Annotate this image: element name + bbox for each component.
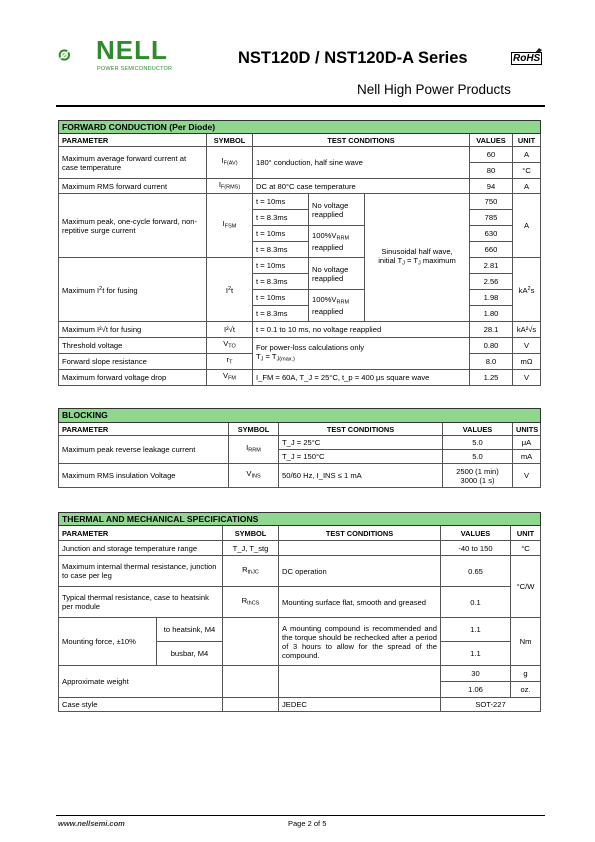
value: 1.1 <box>441 618 511 642</box>
cond-tj: T_J = 25°C <box>279 436 443 450</box>
cond-empty <box>279 541 441 556</box>
param-forward-voltage-drop: Maximum forward voltage drop <box>59 370 207 386</box>
col-header-conditions: TEST CONDITIONS <box>279 423 443 436</box>
symbol-ifsm: $I_{FSM}$ <box>207 194 253 258</box>
value: 630 <box>470 226 513 242</box>
series-title: NST120D / NST120D-A Series <box>238 49 468 67</box>
cond-t: t = 10ms <box>253 226 309 242</box>
param-avg-forward-current: Maximum average forward current at case temperature <box>59 147 207 179</box>
symbol-rt: $r_T$ <box>207 354 253 370</box>
param-i2t: Maximum $I^2t$ for fusing <box>59 258 207 322</box>
unit: $kA^2s$ <box>513 258 541 322</box>
param-surge-current: Maximum peak, one-cycle forward, non-reptitive surge current <box>59 194 207 258</box>
rohs-label: RoHS <box>513 53 541 64</box>
unit: μA <box>513 436 541 450</box>
symbol-ifav: $I_{F(AV)}$ <box>207 147 253 179</box>
unit: A <box>513 147 541 163</box>
cond-t: t = 8.3ms <box>253 306 309 322</box>
unit: mA <box>513 450 541 464</box>
symbol-empty <box>223 618 279 666</box>
param-weight: Approximate weight <box>59 666 223 698</box>
forward-conduction-table <box>58 120 541 386</box>
param-insulation-voltage: Maximum RMS insulation Voltage <box>59 464 229 488</box>
symbol-i2sqrt-t: I²√t <box>207 322 253 338</box>
symbol-rthcs: $R_{thCS}$ <box>223 587 279 618</box>
col-header-parameter: PARAMETER <box>59 134 207 147</box>
cond-t: t = 10ms <box>253 290 309 306</box>
col-header-values: VALUES <box>443 423 513 436</box>
cond-no-voltage: No voltage reapplied <box>309 258 365 290</box>
cond-t: t = 8.3ms <box>253 274 309 290</box>
symbol-empty <box>223 666 279 698</box>
value: 8.0 <box>470 354 513 370</box>
col-header-conditions: TEST CONDITIONS <box>253 134 470 147</box>
value: 0.65 <box>441 556 511 587</box>
param-temp-range: Junction and storage temperature range <box>59 541 223 556</box>
value: 785 <box>470 210 513 226</box>
col-header-unit: UNIT <box>513 134 541 147</box>
value: 660 <box>470 242 513 258</box>
cond-mounting-surface: Mounting surface flat, smooth and greased <box>279 587 441 618</box>
unit: Nm <box>511 618 541 666</box>
cond-dc: DC operation <box>279 556 441 587</box>
cond-t: t = 8.3ms <box>253 242 309 258</box>
col-header-unit: UNIT <box>511 526 541 541</box>
value: 1.80 <box>470 306 513 322</box>
cond-tj: T_J = 150°C <box>279 450 443 464</box>
value: 80 <box>470 163 513 179</box>
value: 1.1 <box>441 642 511 666</box>
cond-avg-forward: 180° conduction, half sine wave <box>253 147 470 179</box>
unit: A <box>513 179 541 194</box>
unit: kA²√s <box>513 322 541 338</box>
unit: g <box>511 666 541 682</box>
value: 5.0 <box>443 436 513 450</box>
symbol-vins: $V_{INS}$ <box>229 464 279 488</box>
page-number: Page 2 of 5 <box>288 819 327 828</box>
unit: V <box>513 464 541 488</box>
param-rthcs: Typical thermal resistance, case to heatsink per module <box>59 587 223 618</box>
col-header-values: VALUES <box>441 526 511 541</box>
blocking-table <box>58 408 541 488</box>
cond-power-loss: For power-loss calculations only $T_J = T_{J(max.)}$ <box>253 338 470 370</box>
unit: V <box>513 338 541 354</box>
col-header-values: VALUES <box>470 134 513 147</box>
value: 0.80 <box>470 338 513 354</box>
param-threshold-voltage: Threshold voltage <box>59 338 207 354</box>
value: 2.81 <box>470 258 513 274</box>
value: 2500 (1 min) 3000 (1 s) <box>443 464 513 488</box>
param-mounting-force: Mounting force, ±10% <box>59 618 157 666</box>
symbol-tj-tstg: T_J, T_stg <box>223 541 279 556</box>
cond-insulation: 50/60 Hz, I_INS ≤ 1 mA <box>279 464 443 488</box>
col-header-unit: UNITS <box>513 423 541 436</box>
symbol-vfm: $V_{FM}$ <box>207 370 253 386</box>
cond-pct-vrrm: $100\%V_{RRM}$ reapplied <box>309 290 365 322</box>
unit: °C <box>511 541 541 556</box>
symbol-ifrms: $I_{F(RMS)}$ <box>207 179 253 194</box>
symbol-irrm: $I_{RRM}$ <box>229 436 279 464</box>
thermal-table <box>58 512 541 712</box>
value: 60 <box>470 147 513 163</box>
nell-logo-icon <box>58 34 98 76</box>
section-title: BLOCKING <box>59 409 541 423</box>
symbol-rthjc: $R_{thJC}$ <box>223 556 279 587</box>
param-rms-forward-current: Maximum RMS forward current <box>59 179 207 194</box>
unit: oz. <box>511 682 541 698</box>
unit: °C <box>513 163 541 179</box>
value: 28.1 <box>470 322 513 338</box>
rohs-badge <box>511 46 545 68</box>
cond-empty <box>279 666 441 698</box>
cond-jedec: JEDEC <box>279 698 441 712</box>
param-reverse-leakage: Maximum peak reverse leakage current <box>59 436 229 464</box>
param-i2sqrt-t: Maximum I²√t for fusing <box>59 322 207 338</box>
param-sub-heatsink: to heatsink, M4 <box>157 618 223 642</box>
unit: °C/W <box>511 556 541 618</box>
page-subtitle: Nell High Power Products <box>357 82 511 97</box>
cond-i2sqrt-t: t = 0.1 to 10 ms, no voltage reapplied <box>253 322 470 338</box>
value: 5.0 <box>443 450 513 464</box>
cond-pct-vrrm: $100\%V_{RRM}$ reapplied <box>309 226 365 258</box>
cond-rms: DC at 80°C case temperature <box>253 179 470 194</box>
col-header-conditions: TEST CONDITIONS <box>279 526 441 541</box>
footer-divider <box>56 815 545 816</box>
cond-t: t = 10ms <box>253 194 309 210</box>
symbol-empty <box>223 698 279 712</box>
cond-t: t = 8.3ms <box>253 210 309 226</box>
value: 1.25 <box>470 370 513 386</box>
symbol-vto: $V_{TO}$ <box>207 338 253 354</box>
value: 2.56 <box>470 274 513 290</box>
value: 30 <box>441 666 511 682</box>
param-case-style: Case style <box>59 698 223 712</box>
col-header-parameter: PARAMETER <box>59 423 229 436</box>
value: 1.98 <box>470 290 513 306</box>
section-title: FORWARD CONDUCTION (Per Diode) <box>59 121 541 134</box>
footer-website-link[interactable]: www.nellsemi.com <box>58 819 125 828</box>
value: 750 <box>470 194 513 210</box>
symbol-i2t: $I^2t$ <box>207 258 253 322</box>
col-header-symbol: SYMBOL <box>229 423 279 436</box>
header-divider <box>56 105 545 107</box>
unit: A <box>513 194 541 258</box>
param-sub-busbar: busbar, M4 <box>157 642 223 666</box>
section-title: THERMAL AND MECHANICAL SPECIFICATIONS <box>59 513 541 526</box>
value: 94 <box>470 179 513 194</box>
cond-no-voltage: No voltage reapplied <box>309 194 365 226</box>
brand-subtitle: POWER SEMICONDUCTOR <box>97 66 173 72</box>
col-header-symbol: SYMBOL <box>223 526 279 541</box>
col-header-parameter: PARAMETER <box>59 526 223 541</box>
cond-sinusoidal: Sinusoidal half wave, initial $T_J = T_J$ maximum <box>365 194 470 322</box>
brand-name: NELL <box>96 35 168 65</box>
unit: mΩ <box>513 354 541 370</box>
cond-t: t = 10ms <box>253 258 309 274</box>
param-slope-resistance: Forward slope resistance <box>59 354 207 370</box>
col-header-symbol: SYMBOL <box>207 134 253 147</box>
value: -40 to 150 <box>441 541 511 556</box>
cond-forward-drop: I_FM = 60A, T_J = 25°C, t_p = 400 μs square wave <box>253 370 470 386</box>
value: 0.1 <box>441 587 511 618</box>
value: 1.06 <box>441 682 511 698</box>
value: SOT-227 <box>441 698 541 712</box>
unit: V <box>513 370 541 386</box>
param-rthjc: Maximum internal thermal resistance, junction to case per leg <box>59 556 223 587</box>
cond-mounting-compound: A mounting compound is recommended and the torque should be rechecked after a period of 3 hours to allow for the spread of the compound. <box>279 618 441 666</box>
